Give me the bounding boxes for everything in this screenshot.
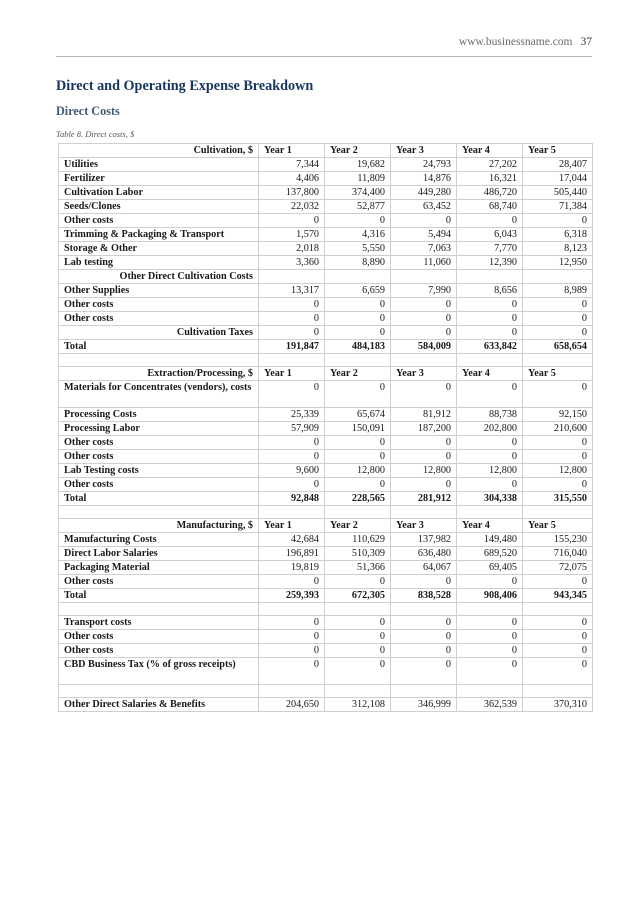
value-cell: 3,360 <box>259 256 325 270</box>
value-cell: 202,800 <box>457 422 523 436</box>
empty-cell <box>259 270 325 284</box>
value-cell: 0 <box>523 298 593 312</box>
value-cell: 0 <box>391 312 457 326</box>
empty-cell <box>457 506 523 519</box>
section-header-row <box>59 144 593 158</box>
value-cell: 51,366 <box>325 561 391 575</box>
row-label: Other costs <box>59 478 259 492</box>
spacer-row <box>59 354 593 367</box>
year-header: Year 5 <box>523 519 593 533</box>
value-cell: 0 <box>523 214 593 228</box>
value-cell: 672,305 <box>325 589 391 603</box>
year-header: Year 5 <box>523 367 593 381</box>
value-cell: 7,063 <box>391 242 457 256</box>
value-cell: 486,720 <box>457 186 523 200</box>
empty-cell <box>391 270 457 284</box>
value-cell: 0 <box>457 575 523 589</box>
value-cell: 0 <box>259 478 325 492</box>
table-row <box>59 381 593 408</box>
row-label: Cultivation Taxes <box>59 326 259 340</box>
row-label: Other costs <box>59 436 259 450</box>
value-cell: 346,999 <box>391 698 457 712</box>
value-cell: 149,480 <box>457 533 523 547</box>
spacer-row <box>59 506 593 519</box>
empty-cell <box>523 354 593 367</box>
value-cell: 12,390 <box>457 256 523 270</box>
table-row <box>59 464 593 478</box>
value-cell: 943,345 <box>523 589 593 603</box>
row-label: CBD Business Tax (% of gross receipts) <box>59 658 259 685</box>
row-label: Lab testing <box>59 256 259 270</box>
row-label: Other costs <box>59 630 259 644</box>
value-cell: 0 <box>325 214 391 228</box>
row-label: Processing Labor <box>59 422 259 436</box>
value-cell: 4,316 <box>325 228 391 242</box>
row-label: Total <box>59 589 259 603</box>
empty-cell <box>59 603 259 616</box>
value-cell: 0 <box>325 436 391 450</box>
empty-cell <box>391 354 457 367</box>
value-cell: 0 <box>391 436 457 450</box>
row-label: Storage & Other <box>59 242 259 256</box>
table-row <box>59 436 593 450</box>
value-cell: 92,150 <box>523 408 593 422</box>
spacer-row <box>59 603 593 616</box>
page-number: 37 <box>580 36 592 48</box>
value-cell: 9,600 <box>259 464 325 478</box>
value-cell: 0 <box>259 658 325 685</box>
table-row <box>59 561 593 575</box>
value-cell: 0 <box>457 616 523 630</box>
empty-cell <box>457 685 523 698</box>
value-cell: 505,440 <box>523 186 593 200</box>
year-header: Year 4 <box>457 519 523 533</box>
row-label: Utilities <box>59 158 259 172</box>
value-cell: 13,317 <box>259 284 325 298</box>
value-cell: 228,565 <box>325 492 391 506</box>
value-cell: 42,684 <box>259 533 325 547</box>
table-row <box>59 200 593 214</box>
value-cell: 0 <box>325 575 391 589</box>
value-cell: 19,819 <box>259 561 325 575</box>
value-cell: 0 <box>259 616 325 630</box>
row-label: Trimming & Packaging & Transport <box>59 228 259 242</box>
empty-cell <box>457 603 523 616</box>
value-cell: 0 <box>457 658 523 685</box>
value-cell: 633,842 <box>457 340 523 354</box>
value-cell: 908,406 <box>457 589 523 603</box>
empty-cell <box>457 354 523 367</box>
row-label: Other costs <box>59 575 259 589</box>
value-cell: 0 <box>391 616 457 630</box>
value-cell: 449,280 <box>391 186 457 200</box>
value-cell: 63,452 <box>391 200 457 214</box>
value-cell: 362,539 <box>457 698 523 712</box>
value-cell: 0 <box>457 298 523 312</box>
empty-cell <box>59 354 259 367</box>
value-cell: 0 <box>259 630 325 644</box>
value-cell: 11,809 <box>325 172 391 186</box>
value-cell: 0 <box>325 298 391 312</box>
value-cell: 0 <box>457 478 523 492</box>
value-cell: 0 <box>391 298 457 312</box>
value-cell: 25,339 <box>259 408 325 422</box>
value-cell: 4,406 <box>259 172 325 186</box>
empty-cell <box>259 506 325 519</box>
empty-cell <box>457 270 523 284</box>
value-cell: 65,674 <box>325 408 391 422</box>
value-cell: 315,550 <box>523 492 593 506</box>
spacer-row <box>59 685 593 698</box>
page-header <box>56 36 592 54</box>
value-cell: 28,407 <box>523 158 593 172</box>
row-label: Materials for Concentrates (vendors), costs <box>59 381 259 408</box>
table-row <box>59 478 593 492</box>
value-cell: 19,682 <box>325 158 391 172</box>
value-cell: 0 <box>457 214 523 228</box>
year-header: Year 4 <box>457 367 523 381</box>
value-cell: 155,230 <box>523 533 593 547</box>
value-cell: 16,321 <box>457 172 523 186</box>
value-cell: 0 <box>259 298 325 312</box>
value-cell: 12,800 <box>523 464 593 478</box>
value-cell: 0 <box>325 630 391 644</box>
empty-cell <box>325 603 391 616</box>
empty-cell <box>523 506 593 519</box>
value-cell: 8,656 <box>457 284 523 298</box>
value-cell: 7,344 <box>259 158 325 172</box>
value-cell: 0 <box>325 312 391 326</box>
value-cell: 312,108 <box>325 698 391 712</box>
value-cell: 27,202 <box>457 158 523 172</box>
value-cell: 72,075 <box>523 561 593 575</box>
value-cell: 0 <box>325 658 391 685</box>
row-label: Total <box>59 340 259 354</box>
row-label: Other Supplies <box>59 284 259 298</box>
value-cell: 0 <box>523 436 593 450</box>
row-label: Other costs <box>59 312 259 326</box>
table-row <box>59 547 593 561</box>
value-cell: 0 <box>325 644 391 658</box>
value-cell: 658,654 <box>523 340 593 354</box>
row-label: Cultivation Labor <box>59 186 259 200</box>
table-row <box>59 298 593 312</box>
value-cell: 7,770 <box>457 242 523 256</box>
value-cell: 0 <box>457 326 523 340</box>
total-row <box>59 340 593 354</box>
empty-cell <box>259 354 325 367</box>
year-header: Year 2 <box>325 367 391 381</box>
direct-costs-table <box>58 143 593 712</box>
value-cell: 0 <box>325 326 391 340</box>
value-cell: 0 <box>391 630 457 644</box>
value-cell: 92,848 <box>259 492 325 506</box>
row-label: Other costs <box>59 298 259 312</box>
value-cell: 6,043 <box>457 228 523 242</box>
value-cell: 0 <box>391 575 457 589</box>
table-row <box>59 630 593 644</box>
value-cell: 281,912 <box>391 492 457 506</box>
value-cell: 0 <box>325 450 391 464</box>
value-cell: 204,650 <box>259 698 325 712</box>
year-header: Year 3 <box>391 144 457 158</box>
value-cell: 0 <box>325 616 391 630</box>
value-cell: 0 <box>391 450 457 464</box>
value-cell: 0 <box>391 644 457 658</box>
table-row <box>59 214 593 228</box>
value-cell: 6,318 <box>523 228 593 242</box>
value-cell: 584,009 <box>391 340 457 354</box>
value-cell: 636,480 <box>391 547 457 561</box>
row-label: Packaging Material <box>59 561 259 575</box>
empty-cell <box>325 506 391 519</box>
empty-cell <box>391 603 457 616</box>
value-cell: 187,200 <box>391 422 457 436</box>
empty-cell <box>259 603 325 616</box>
value-cell: 0 <box>523 450 593 464</box>
row-label: Total <box>59 492 259 506</box>
table-row <box>59 450 593 464</box>
value-cell: 0 <box>259 436 325 450</box>
value-cell: 0 <box>391 381 457 408</box>
section-header-row <box>59 367 593 381</box>
empty-cell <box>325 354 391 367</box>
value-cell: 11,060 <box>391 256 457 270</box>
value-cell: 0 <box>259 326 325 340</box>
subsection-title: Direct Costs <box>56 104 120 118</box>
value-cell: 210,600 <box>523 422 593 436</box>
year-header: Year 2 <box>325 144 391 158</box>
value-cell: 0 <box>259 312 325 326</box>
value-cell: 0 <box>325 381 391 408</box>
value-cell: 12,800 <box>325 464 391 478</box>
value-cell: 137,800 <box>259 186 325 200</box>
value-cell: 22,032 <box>259 200 325 214</box>
value-cell: 196,891 <box>259 547 325 561</box>
value-cell: 0 <box>259 381 325 408</box>
section-header-row <box>59 519 593 533</box>
value-cell: 0 <box>457 312 523 326</box>
table-row <box>59 698 593 712</box>
empty-cell <box>391 506 457 519</box>
value-cell: 110,629 <box>325 533 391 547</box>
year-header: Year 4 <box>457 144 523 158</box>
table-row <box>59 575 593 589</box>
value-cell: 12,800 <box>391 464 457 478</box>
value-cell: 7,990 <box>391 284 457 298</box>
section-header-label: Manufacturing, $ <box>59 519 259 533</box>
row-label: Manufacturing Costs <box>59 533 259 547</box>
value-cell: 0 <box>391 478 457 492</box>
table-row <box>59 228 593 242</box>
value-cell: 0 <box>259 575 325 589</box>
value-cell: 259,393 <box>259 589 325 603</box>
site-url[interactable]: www.businessname.com <box>458 36 573 48</box>
table-row <box>59 186 593 200</box>
value-cell: 0 <box>523 644 593 658</box>
year-header: Year 1 <box>259 519 325 533</box>
value-cell: 88,738 <box>457 408 523 422</box>
value-cell: 6,659 <box>325 284 391 298</box>
value-cell: 0 <box>391 658 457 685</box>
row-label: Other Direct Salaries & Benefits <box>59 698 259 712</box>
row-label: Processing Costs <box>59 408 259 422</box>
table-row <box>59 408 593 422</box>
value-cell: 0 <box>325 478 391 492</box>
value-cell: 0 <box>523 478 593 492</box>
table-caption: Table 8. Direct costs, $ <box>56 129 135 139</box>
row-label: Other costs <box>59 214 259 228</box>
value-cell: 12,950 <box>523 256 593 270</box>
year-header: Year 1 <box>259 144 325 158</box>
value-cell: 12,800 <box>457 464 523 478</box>
value-cell: 0 <box>523 616 593 630</box>
value-cell: 52,877 <box>325 200 391 214</box>
row-label: Transport costs <box>59 616 259 630</box>
table-row <box>59 644 593 658</box>
row-label: Other costs <box>59 450 259 464</box>
value-cell: 0 <box>391 214 457 228</box>
table-row <box>59 284 593 298</box>
empty-cell <box>523 270 593 284</box>
value-cell: 191,847 <box>259 340 325 354</box>
empty-cell <box>59 685 259 698</box>
section-header-label: Extraction/Processing, $ <box>59 367 259 381</box>
value-cell: 304,338 <box>457 492 523 506</box>
value-cell: 0 <box>259 644 325 658</box>
value-cell: 150,091 <box>325 422 391 436</box>
total-row <box>59 589 593 603</box>
table-row <box>59 658 593 685</box>
year-header: Year 3 <box>391 519 457 533</box>
row-label: Fertilizer <box>59 172 259 186</box>
value-cell: 5,550 <box>325 242 391 256</box>
value-cell: 484,183 <box>325 340 391 354</box>
value-cell: 81,912 <box>391 408 457 422</box>
value-cell: 8,989 <box>523 284 593 298</box>
table-row <box>59 533 593 547</box>
table-row <box>59 616 593 630</box>
value-cell: 71,384 <box>523 200 593 214</box>
year-header: Year 2 <box>325 519 391 533</box>
subheader-label: Other Direct Cultivation Costs <box>59 270 259 284</box>
value-cell: 17,044 <box>523 172 593 186</box>
value-cell: 0 <box>457 630 523 644</box>
empty-cell <box>325 270 391 284</box>
value-cell: 0 <box>523 312 593 326</box>
value-cell: 0 <box>457 450 523 464</box>
value-cell: 137,982 <box>391 533 457 547</box>
year-header: Year 3 <box>391 367 457 381</box>
row-label: Other costs <box>59 644 259 658</box>
total-row <box>59 492 593 506</box>
empty-cell <box>391 685 457 698</box>
value-cell: 838,528 <box>391 589 457 603</box>
section-title: Direct and Operating Expense Breakdown <box>56 78 314 94</box>
value-cell: 0 <box>523 630 593 644</box>
value-cell: 8,123 <box>523 242 593 256</box>
value-cell: 5,494 <box>391 228 457 242</box>
table-row <box>59 326 593 340</box>
year-header: Year 5 <box>523 144 593 158</box>
value-cell: 8,890 <box>325 256 391 270</box>
value-cell: 510,309 <box>325 547 391 561</box>
value-cell: 0 <box>523 658 593 685</box>
value-cell: 0 <box>457 644 523 658</box>
value-cell: 0 <box>523 381 593 408</box>
value-cell: 57,909 <box>259 422 325 436</box>
value-cell: 370,310 <box>523 698 593 712</box>
table-row <box>59 422 593 436</box>
value-cell: 2,018 <box>259 242 325 256</box>
row-label: Lab Testing costs <box>59 464 259 478</box>
value-cell: 0 <box>523 575 593 589</box>
empty-cell <box>259 685 325 698</box>
value-cell: 0 <box>259 450 325 464</box>
value-cell: 0 <box>391 326 457 340</box>
year-header: Year 1 <box>259 367 325 381</box>
empty-cell <box>523 603 593 616</box>
subheader-row <box>59 270 593 284</box>
row-label: Direct Labor Salaries <box>59 547 259 561</box>
table-row <box>59 242 593 256</box>
table-row <box>59 256 593 270</box>
value-cell: 14,876 <box>391 172 457 186</box>
value-cell: 1,570 <box>259 228 325 242</box>
value-cell: 0 <box>523 326 593 340</box>
value-cell: 0 <box>457 436 523 450</box>
table-row <box>59 172 593 186</box>
empty-cell <box>523 685 593 698</box>
value-cell: 0 <box>457 381 523 408</box>
row-label: Seeds/Clones <box>59 200 259 214</box>
value-cell: 689,520 <box>457 547 523 561</box>
value-cell: 0 <box>259 214 325 228</box>
value-cell: 716,040 <box>523 547 593 561</box>
value-cell: 68,740 <box>457 200 523 214</box>
empty-cell <box>59 506 259 519</box>
value-cell: 64,067 <box>391 561 457 575</box>
value-cell: 69,405 <box>457 561 523 575</box>
value-cell: 374,400 <box>325 186 391 200</box>
table-row <box>59 158 593 172</box>
empty-cell <box>325 685 391 698</box>
table-row <box>59 312 593 326</box>
header-rule <box>56 56 592 57</box>
value-cell: 24,793 <box>391 158 457 172</box>
section-header-label: Cultivation, $ <box>59 144 259 158</box>
